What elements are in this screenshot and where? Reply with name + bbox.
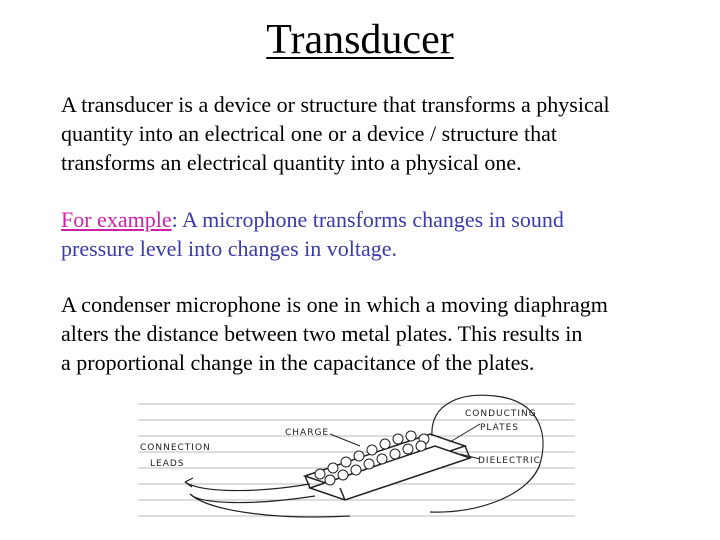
label-conducting: CONDUCTING <box>465 409 537 419</box>
label-plates: PLATES <box>480 423 520 433</box>
label-charge: CHARGE <box>285 428 330 438</box>
definition-paragraph <box>61 90 701 177</box>
example-text-1: : A microphone transforms changes in sound <box>171 207 564 232</box>
page-title: Transducer <box>266 17 454 63</box>
example-line-2: pressure level into changes in voltage. <box>61 236 398 261</box>
condenser-microphone-diagram <box>130 384 580 524</box>
plates-pointer <box>450 424 480 442</box>
definition-line-3: transforms an electrical quantity into a physical one. <box>61 150 522 175</box>
condenser-paragraph <box>61 290 701 377</box>
label-leads: LEADS <box>150 459 185 469</box>
example-line-1 <box>61 205 701 234</box>
definition-line-1: A transducer is a device or structure that transforms a physical <box>61 92 610 117</box>
for-example-link[interactable]: For example <box>61 207 172 232</box>
label-dielectric: DIELECTRIC <box>478 456 541 466</box>
condenser-line-1: A condenser microphone is one in which a moving diaphragm <box>61 292 608 317</box>
condenser-line-3: a proportional change in the capacitance of the plates. <box>61 350 535 375</box>
example-paragraph <box>61 205 701 263</box>
definition-line-2: quantity into an electrical one or a device / structure that <box>61 121 558 146</box>
condenser-line-2: alters the distance between two metal plates. This results in <box>61 321 583 346</box>
label-connection: CONNECTION <box>140 443 211 453</box>
